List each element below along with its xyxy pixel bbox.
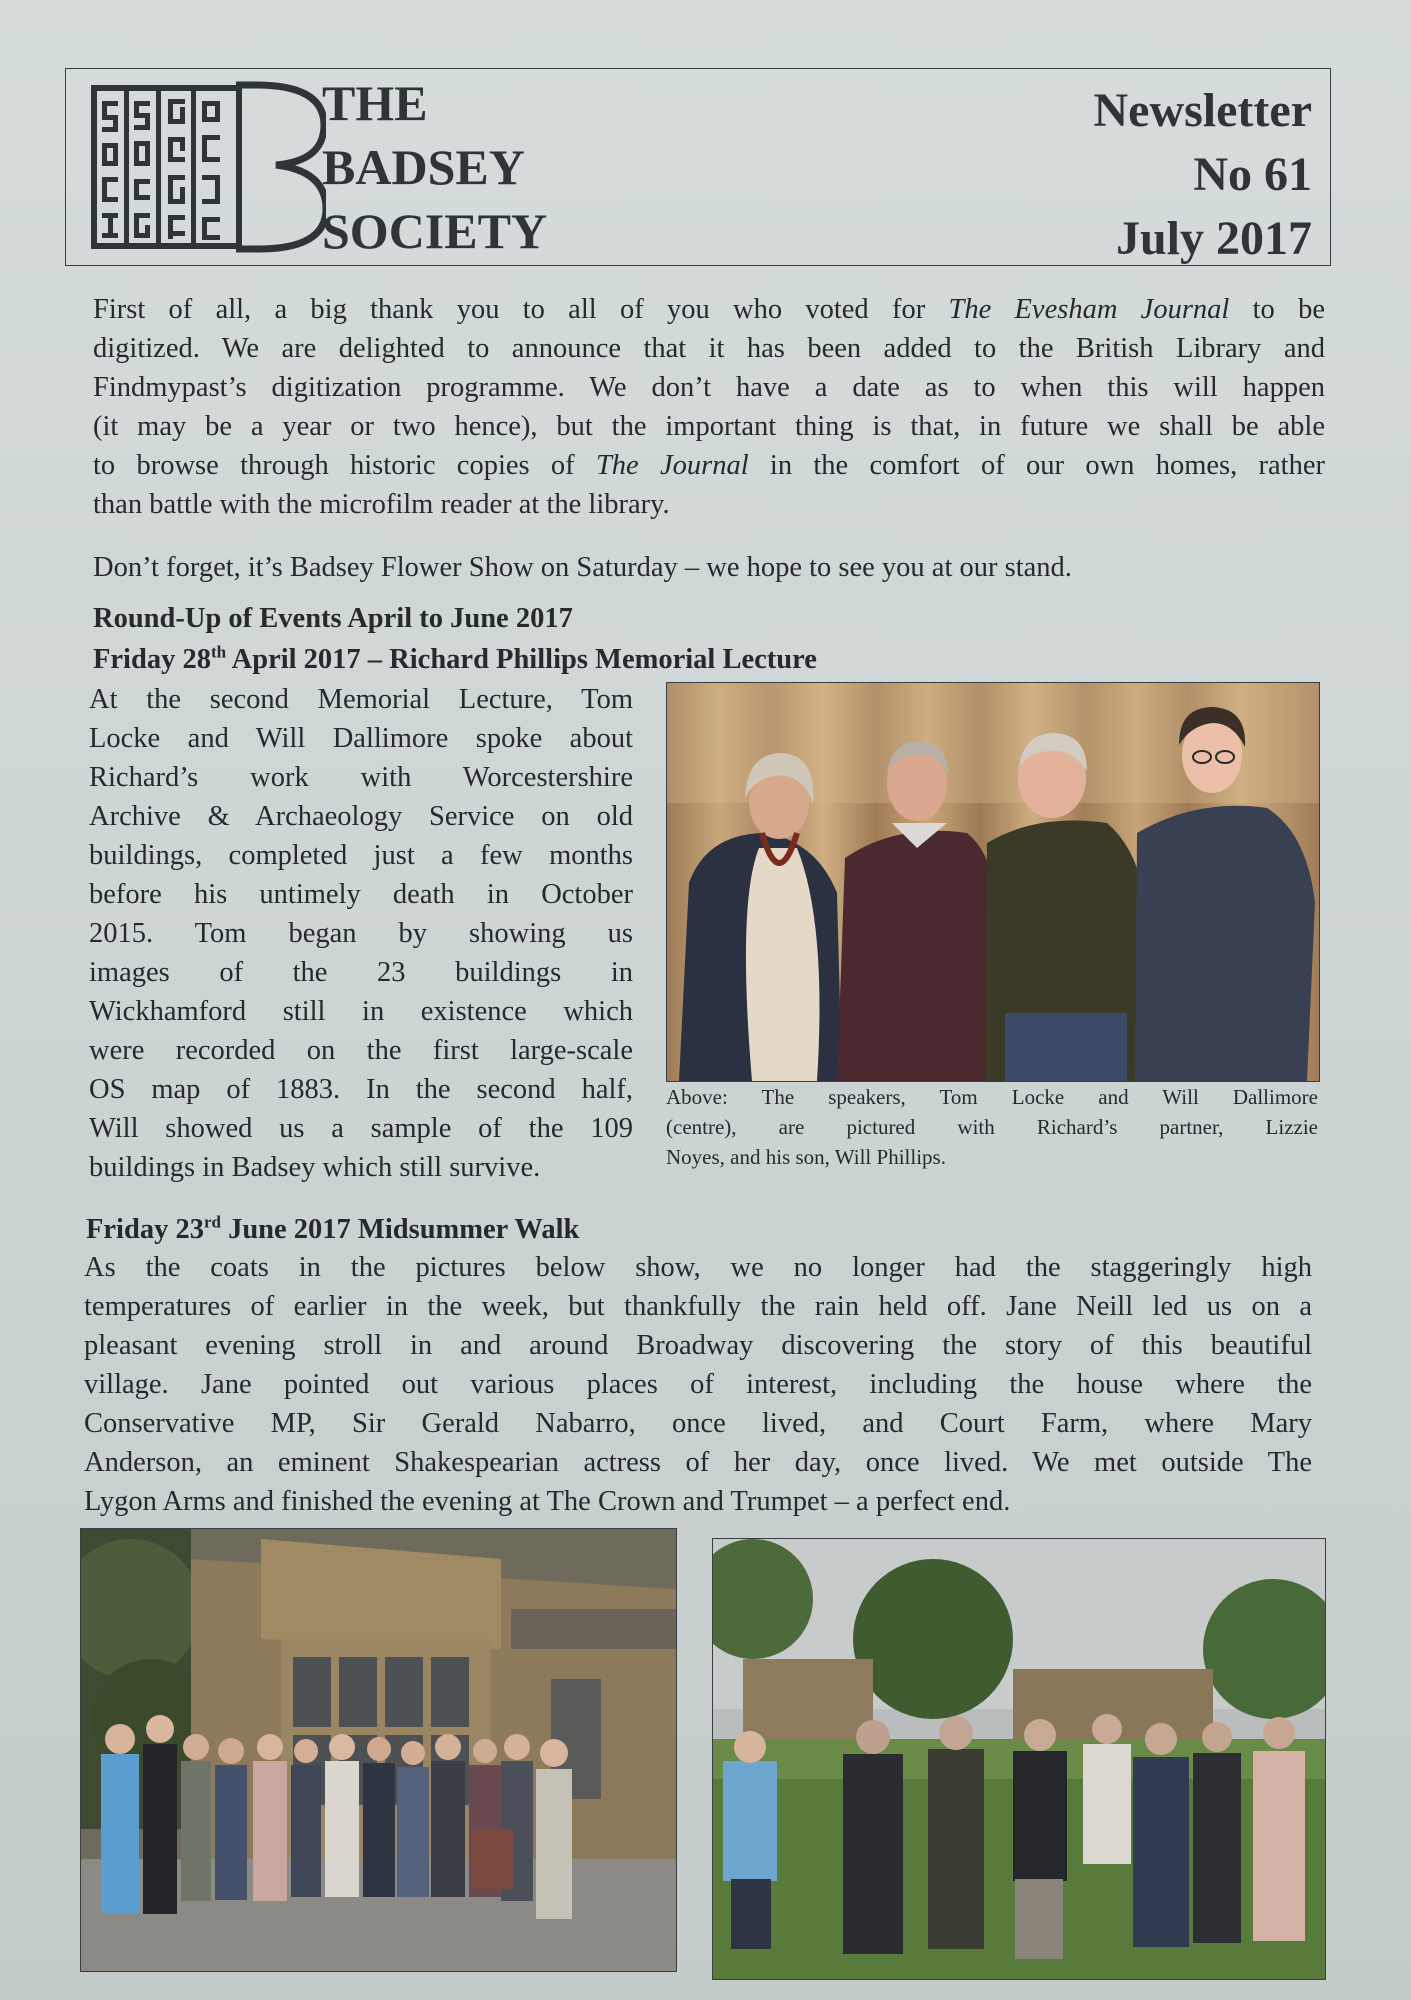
intro-line: than battle with the microfilm reader at the library. bbox=[93, 489, 670, 520]
speakers-photo bbox=[666, 682, 1320, 1082]
society-name-line: SOCIETY bbox=[322, 203, 548, 259]
walk-line: Anderson, an eminent Shakespearian actress of her day, once lived. We met outside The bbox=[84, 1447, 1312, 1478]
walk-line: temperatures of earlier in the week, but thankfully the rain held off. Jane Neill led us on a bbox=[84, 1291, 1312, 1322]
walk-paragraph bbox=[84, 1248, 1312, 1521]
lecture-line: Will showed us a sample of the 109 bbox=[89, 1113, 633, 1144]
lecture-line: images of the 23 buildings in bbox=[89, 957, 633, 988]
group-on-green-photo bbox=[712, 1538, 1326, 1980]
roundup-heading: Round-Up of Events April to June 2017 bbox=[93, 603, 573, 634]
lecture-line: At the second Memorial Lecture, Tom bbox=[89, 684, 633, 715]
lecture-heading bbox=[93, 642, 817, 678]
caption-line: Above: The speakers, Tom Locke and Will Dallimore bbox=[666, 1085, 1318, 1109]
issue-number: No 61 bbox=[1193, 148, 1312, 201]
intro-line: to browse through historic copies of The Journal in the comfort of our own homes, rather bbox=[93, 450, 1325, 481]
lecture-line: Wickhamford still in existence which bbox=[89, 996, 633, 1027]
society-name bbox=[322, 71, 547, 263]
walk-heading bbox=[86, 1212, 579, 1248]
intro-line: (it may be a year or two hence), but the important thing is that, in future we shall be able bbox=[93, 411, 1325, 442]
walk-heading-date: Friday 23 bbox=[86, 1214, 204, 1245]
speakers-photo-caption bbox=[666, 1082, 1318, 1172]
walk-line: village. Jane pointed out various places of interest, including the house where the bbox=[84, 1369, 1312, 1400]
intro-line: digitized. We are delighted to announce that it has been added to the British Library and bbox=[93, 333, 1325, 364]
newsletter-label: Newsletter bbox=[1093, 84, 1312, 137]
walk-line: pleasant evening stroll in and around Broadway discovering the story of this beautiful bbox=[84, 1330, 1312, 1361]
lecture-heading-date: Friday 28 bbox=[93, 644, 211, 675]
lecture-line: before his untimely death in October bbox=[89, 879, 633, 910]
badsey-society-logo bbox=[86, 79, 326, 254]
society-name-line: BADSEY bbox=[322, 139, 525, 195]
society-name-line: THE bbox=[322, 75, 428, 131]
caption-line: (centre), are pictured with Richard’s partner, Lizzie bbox=[666, 1115, 1318, 1139]
intro-line: Findmypast’s digitization programme. We don’t have a date as to when this will happen bbox=[93, 372, 1325, 403]
walk-line: Conservative MP, Sir Gerald Nabarro, once lived, and Court Farm, where Mary bbox=[84, 1408, 1312, 1439]
walk-line: Lygon Arms and finished the evening at The Crown and Trumpet – a perfect end. bbox=[84, 1486, 1011, 1517]
lecture-line: Archive & Archaeology Service on old bbox=[89, 801, 633, 832]
group-outside-building-photo bbox=[80, 1528, 677, 1972]
lecture-line: 2015. Tom began by showing us bbox=[89, 918, 633, 949]
issue-date: July 2017 bbox=[1115, 212, 1312, 265]
lecture-line: buildings, completed just a few months bbox=[89, 840, 633, 871]
walk-heading-title: June 2017 Midsummer Walk bbox=[220, 1214, 580, 1245]
lecture-heading-suffix: th bbox=[210, 642, 227, 662]
lecture-line: Richard’s work with Worcestershire bbox=[89, 762, 633, 793]
issue-info bbox=[1093, 79, 1312, 271]
walk-line: As the coats in the pictures below show, we no longer had the staggeringly high bbox=[84, 1252, 1312, 1283]
intro-line: First of all, a big thank you to all of you who voted for The Evesham Journal to be bbox=[93, 294, 1325, 325]
lecture-line: buildings in Badsey which still survive. bbox=[89, 1152, 541, 1183]
walk-heading-suffix: rd bbox=[203, 1212, 221, 1232]
lecture-line: were recorded on the first large-scale bbox=[89, 1035, 633, 1066]
lecture-heading-title: April 2017 – Richard Phillips Memorial Lecture bbox=[226, 644, 817, 675]
lecture-line: OS map of 1883. In the second half, bbox=[89, 1074, 633, 1105]
intro-paragraph bbox=[93, 290, 1325, 524]
lecture-paragraph bbox=[89, 680, 633, 1187]
flower-show-notice: Don’t forget, it’s Badsey Flower Show on Saturday – we hope to see you at our stand. bbox=[93, 552, 1072, 583]
masthead bbox=[65, 68, 1331, 266]
caption-line: Noyes, and his son, Will Phillips. bbox=[666, 1145, 946, 1169]
lecture-line: Locke and Will Dallimore spoke about bbox=[89, 723, 633, 754]
